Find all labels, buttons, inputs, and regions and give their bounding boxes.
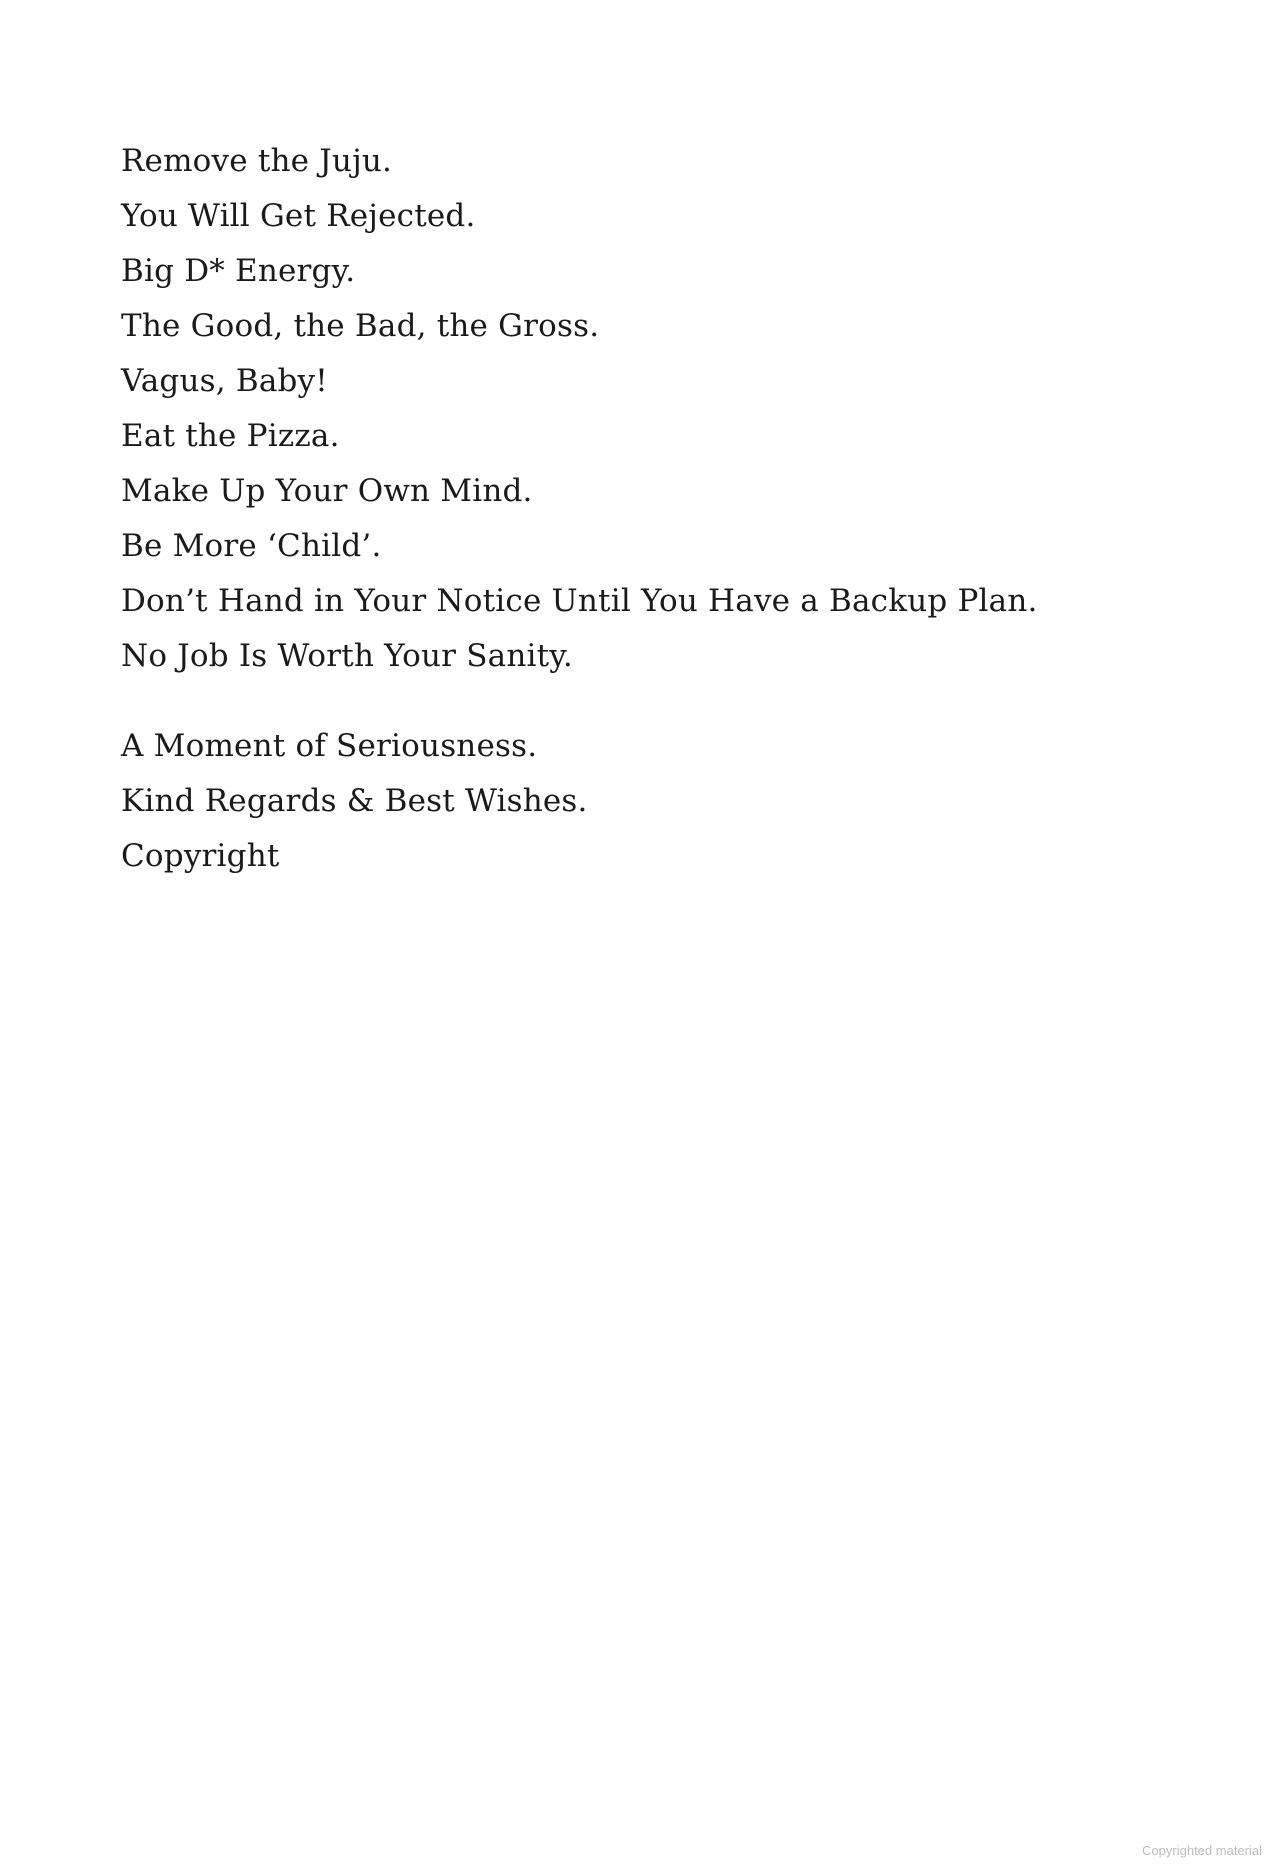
toc-entry[interactable]: Be More ‘Child’. (121, 528, 382, 564)
toc-entry[interactable]: Big D* Energy. (121, 253, 356, 289)
copyright-watermark: Copyrighted material (1142, 1843, 1262, 1858)
toc-entry[interactable]: Make Up Your Own Mind. (121, 473, 533, 509)
toc-entry[interactable]: Copyright (121, 838, 280, 874)
toc-entry[interactable]: A Moment of Seriousness. (121, 728, 538, 764)
toc-entry[interactable]: Don’t Hand in Your Notice Until You Have a Backup Plan. (121, 583, 1038, 619)
toc-main-group (121, 134, 1181, 684)
toc-entry[interactable]: The Good, the Bad, the Gross. (121, 308, 600, 344)
toc-entry[interactable]: Remove the Juju. (121, 143, 393, 179)
toc-entry[interactable]: No Job Is Worth Your Sanity. (121, 638, 573, 674)
toc-entry[interactable]: You Will Get Rejected. (121, 198, 476, 234)
toc-entry[interactable]: Vagus, Baby! (121, 363, 328, 399)
toc-entry[interactable]: Kind Regards & Best Wishes. (121, 783, 588, 819)
table-of-contents (121, 134, 1181, 884)
toc-back-matter-group (121, 719, 1181, 884)
toc-entry[interactable]: Eat the Pizza. (121, 418, 340, 454)
